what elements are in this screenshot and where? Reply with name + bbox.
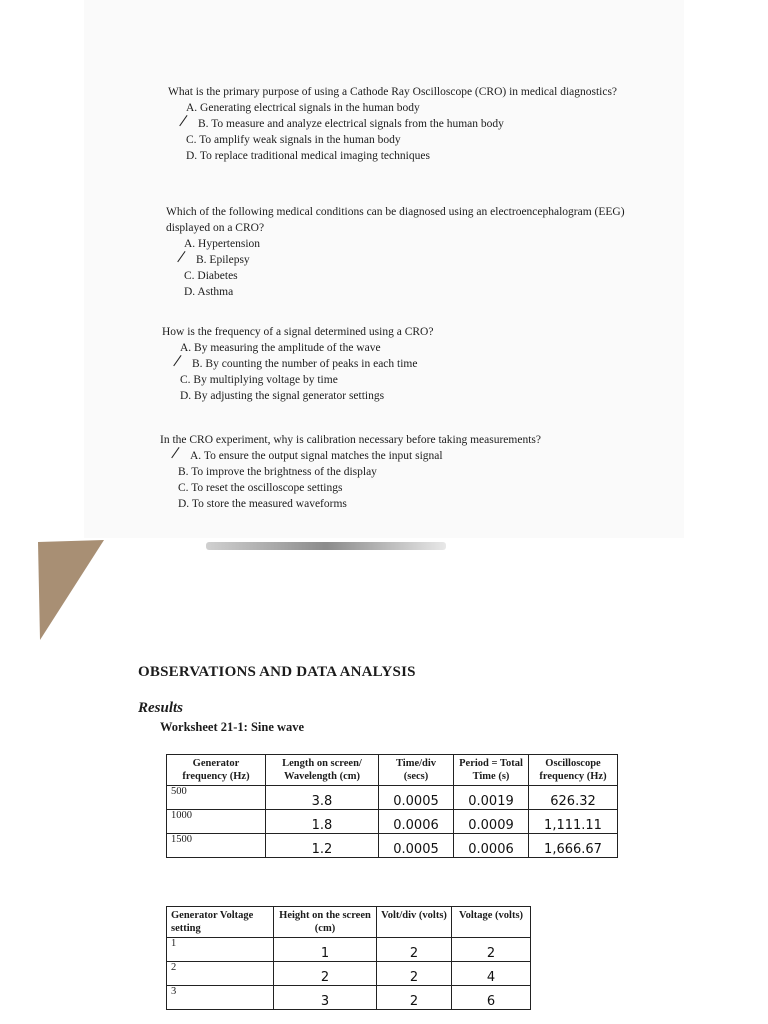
generator-frequency-cell: 1000	[167, 810, 266, 834]
question-stem: In the CRO experiment, why is calibration necessary before taking measurements?	[160, 434, 541, 446]
voltage-setting-cell: 3	[167, 986, 274, 1010]
question-stem: Which of the following medical conditions can be diagnosed using an electroencephalogram (EEG) displayed on a CRO?	[166, 206, 625, 234]
oscilloscope-frequency-cell: 626.32	[529, 786, 618, 810]
voltage-table	[166, 906, 531, 1010]
voltage-setting-cell: 2	[167, 962, 274, 986]
column-header: Height on the screen (cm)	[274, 907, 377, 938]
time-div-cell: 0.0005	[379, 786, 454, 810]
torn-paper-shadow	[38, 540, 104, 640]
column-header: Time/div (secs)	[379, 755, 454, 786]
worksheet-page	[40, 640, 768, 1024]
option-a: A. Generating electrical signals in the human body	[186, 102, 420, 114]
time-div-cell: 0.0006	[379, 810, 454, 834]
generator-frequency-cell: 1500	[167, 834, 266, 858]
option-a	[160, 448, 660, 464]
oscilloscope-frequency-cell: 1,111.11	[529, 810, 618, 834]
column-header: Volt/div (volts)	[377, 907, 452, 938]
section-title: OBSERVATIONS AND DATA ANALYSIS	[138, 664, 416, 680]
table-row	[167, 938, 531, 962]
table-row	[167, 810, 618, 834]
volt-div-cell: 2	[377, 962, 452, 986]
height-cell: 2	[274, 962, 377, 986]
table-row	[167, 962, 531, 986]
question-1	[168, 84, 648, 164]
question-3	[162, 324, 642, 404]
column-header: Oscilloscope frequency (Hz)	[529, 755, 618, 786]
option-b: B. To improve the brightness of the display	[178, 466, 377, 478]
wavelength-cell: 1.2	[266, 834, 379, 858]
frequency-table	[166, 754, 618, 858]
period-cell: 0.0006	[454, 834, 529, 858]
table-row	[167, 786, 618, 810]
voltage-cell: 6	[452, 986, 531, 1010]
table-header-row	[167, 907, 531, 938]
volt-div-cell: 2	[377, 938, 452, 962]
option-a: A. Hypertension	[184, 238, 261, 250]
column-header: Generator frequency (Hz)	[167, 755, 266, 786]
column-header: Voltage (volts)	[452, 907, 531, 938]
option-d: D. By adjusting the signal generator settings	[180, 390, 385, 402]
column-header: Period = Total Time (s)	[454, 755, 529, 786]
option-b	[166, 252, 656, 268]
question-stem: How is the frequency of a signal determined using a CRO?	[162, 326, 434, 338]
voltage-cell: 4	[452, 962, 531, 986]
wavelength-cell: 1.8	[266, 810, 379, 834]
option-d: D. Asthma	[184, 286, 234, 298]
time-div-cell: 0.0005	[379, 834, 454, 858]
option-b-text: B. Epilepsy	[196, 254, 250, 266]
option-d: D. To replace traditional medical imaging techniques	[186, 150, 430, 162]
table-row	[167, 834, 618, 858]
option-d: D. To store the measured waveforms	[178, 498, 347, 510]
oscilloscope-frequency-cell: 1,666.67	[529, 834, 618, 858]
question-stem: What is the primary purpose of using a Cathode Ray Oscilloscope (CRO) in medical diagnostics?	[168, 86, 618, 98]
period-cell: 0.0019	[454, 786, 529, 810]
generator-frequency-cell: 500	[167, 786, 266, 810]
question-2	[166, 204, 656, 300]
height-cell: 3	[274, 986, 377, 1010]
wavelength-cell: 3.8	[266, 786, 379, 810]
option-c: C. To reset the oscilloscope settings	[178, 482, 343, 494]
option-a: A. By measuring the amplitude of the wave	[180, 342, 381, 354]
column-header: Length on screen/ Wavelength (cm)	[266, 755, 379, 786]
option-c: C. To amplify weak signals in the human body	[186, 134, 401, 146]
results-heading: Results	[138, 700, 184, 716]
option-c: C. By multiplying voltage by time	[180, 374, 338, 386]
voltage-cell: 2	[452, 938, 531, 962]
height-cell: 1	[274, 938, 377, 962]
table-header-row	[167, 755, 618, 786]
voltage-setting-cell: 1	[167, 938, 274, 962]
page-gap	[0, 538, 768, 640]
table-row	[167, 986, 531, 1010]
option-b	[162, 356, 642, 372]
option-a-text: A. To ensure the output signal matches the input signal	[190, 450, 443, 462]
worksheet-title: Worksheet 21-1: Sine wave	[160, 720, 305, 734]
option-c: C. Diabetes	[184, 270, 238, 282]
question-4	[160, 432, 660, 512]
option-b-text: B. By counting the number of peaks in each time	[192, 358, 418, 370]
period-cell: 0.0009	[454, 810, 529, 834]
scan-smudge	[206, 542, 446, 550]
option-b	[168, 116, 648, 132]
column-header: Generator Voltage setting	[167, 907, 274, 938]
quiz-page	[84, 0, 684, 538]
option-b-text: B. To measure and analyze electrical signals from the human body	[198, 118, 504, 130]
volt-div-cell: 2	[377, 986, 452, 1010]
